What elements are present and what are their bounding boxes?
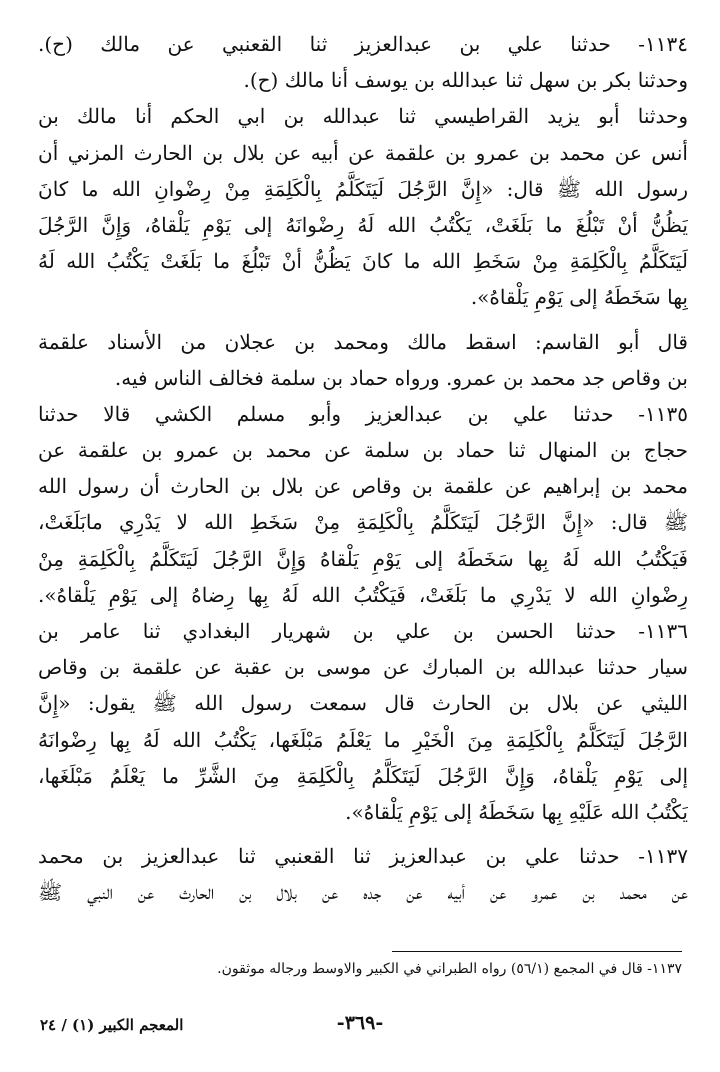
- commentary-line-2: بن وقاص جد محمد بن عمرو. ورواه حماد بن سلمة فخالف الناس فيه.: [114, 365, 688, 390]
- hadith-1134-line-7: لَيَتَكَلَّمُ بِالْكَلِمَةِ مِنْ سَخَطِ الله ما كانَ يَظُنُّ أنْ تَبْلُغَ ما بَلَغَتْ يَكْتُبُ الله لَهُ: [38, 249, 688, 274]
- hadith-1134-line-5: رسول الله ﷺ قال: «إِنَّ الرَّجُلَ لَيَتَكَلَّمُ بِالْكَلِمَةِ مِنْ رِضْوانِ الله ما كانَ: [38, 176, 688, 201]
- paragraph-gap: [38, 316, 688, 324]
- hadith-1136-line-4: الرَّجُلَ لَيَتَكَلَّمُ بِالْكَلِمَةِ مِنَ الْخَيْرِ ما يَعْلَمُ مَبْلَغَها، يَكْتُبُ الله لَهُ بِها رِضْوانَهُ: [38, 727, 688, 752]
- hadith-1135-line-5: فَيَكْتُبُ الله لَهُ بِها سَخَطَهُ إلى يَوْمِ يَلْقاهُ وَإِنَّ الرَّجُلَ لَيَتَكَلَّمُ بِالْكَلِمَةِ مِنْ: [38, 546, 688, 571]
- hadith-1136-line-1: ١١٣٦- حدثنا الحسن بن علي بن شهريار البغدادي ثنا عامر بن: [38, 619, 688, 643]
- hadith-text-body: [38, 26, 688, 911]
- hadith-1134-line-2: وحدثنا بكر بن سهل ثنا عبدالله بن يوسف أنا مالك (ح).: [243, 68, 688, 93]
- hadith-1134-line-6: يَظُنُّ أنْ تَبْلُغَ ما بَلَغَتْ، يَكْتُبُ الله لَهُ رِضْوانَهُ إلى يَوْمِ يَلْقاهُ، وَإِنَّ الرَّجُلَ: [38, 212, 688, 237]
- running-footer: المعجم الكبير (١) / ٢٤: [40, 1016, 184, 1034]
- hadith-1135-line-3: محمد بن إبراهيم عن علقمة بن وقاص عن بلال بن الحارث أن رسول الله: [38, 474, 688, 499]
- hadith-1136-line-5: إلى يَوْمِ يَلْقاهُ، وَإِنَّ الرَّجُلَ لَيَتَكَلَّمُ بِالْكَلِمَةِ مِنَ الشَّرِّ ما يَعْلَمُ مَبْلَغَها،: [38, 763, 688, 788]
- hadith-1134-line-4: أنس عن محمد بن عمرو بن علقمة عن أبيه عن بلال بن الحارث المزني أن: [38, 140, 688, 165]
- hadith-1136-line-6: يَكْتُبُ الله عَلَيْهِ بِها سَخَطَهُ إلى يَوْمِ يَلْقاهُ».: [345, 799, 688, 824]
- hadith-1134-line-1: ١١٣٤- حدثنا علي بن عبدالعزيز ثنا القعنبي عن مالك (ح).: [38, 32, 688, 56]
- hadith-1137-line-1: ١١٣٧- حدثنا علي بن عبدالعزيز ثنا القعنبي ثنا عبدالعزيز بن محمد: [38, 844, 688, 869]
- hadith-1135-line-4: ﷺ قال: «إِنَّ الرَّجُلَ لَيَتَكَلَّمُ بِالْكَلِمَةِ مِنْ سَخَطِ الله لا يَدْرِي مابَلَغَتْ،: [38, 510, 688, 535]
- hadith-1134-line-8: بِها سَخَطَهُ إلى يَوْمِ يَلْقاهُ».: [470, 285, 688, 310]
- footnote-divider: [392, 951, 682, 952]
- hadith-1134-line-3: وحدثنا أبو يزيد القراطيسي ثنا عبدالله بن ابي الحكم أنا مالك بن: [38, 104, 688, 129]
- hadith-1136-line-3: الليثي عن بلال بن الحارث قال سمعت رسول الله ﷺ يقول: «إِنَّ: [38, 691, 688, 716]
- hadith-1135-line-2: حجاج بن المنهال ثنا حماد بن سلمة عن محمد بن عمرو بن علقمة عن: [38, 438, 688, 463]
- hadith-1137-line-2: عن محمد بن عمرو عن أبيه عن جده عن بلال بن الحارث عن النبي ﷺ: [38, 880, 688, 905]
- page-number: -٣٦٩-: [336, 1012, 384, 1034]
- commentary-line-1: قال أبو القاسم: اسقط مالك ومحمد بن عجلان من الأسناد علقمة: [38, 329, 688, 354]
- footnote: ١١٣٧- قال في المجمع (٥٦/١) رواه الطبراني في الكبير والاوسط ورجاله موثقون.: [217, 961, 682, 977]
- hadith-1135-line-1: ١١٣٥- حدثنا علي بن عبدالعزيز وأبو مسلم الكشي قالا حدثنا: [38, 401, 688, 426]
- paragraph-gap: [38, 830, 688, 838]
- hadith-1135-line-6: رِضْوانِ الله لا يَدْرِي ما بَلَغَتْ، فَيَكْتُبُ الله لَهُ بِها رِضاهُ إلى يَوْمِ يَلْقاهُ».: [38, 582, 688, 607]
- hadith-1136-line-2: سيار حدثنا عبدالله بن المبارك عن موسى بن عقبة عن علقمة بن وقاص: [38, 655, 688, 680]
